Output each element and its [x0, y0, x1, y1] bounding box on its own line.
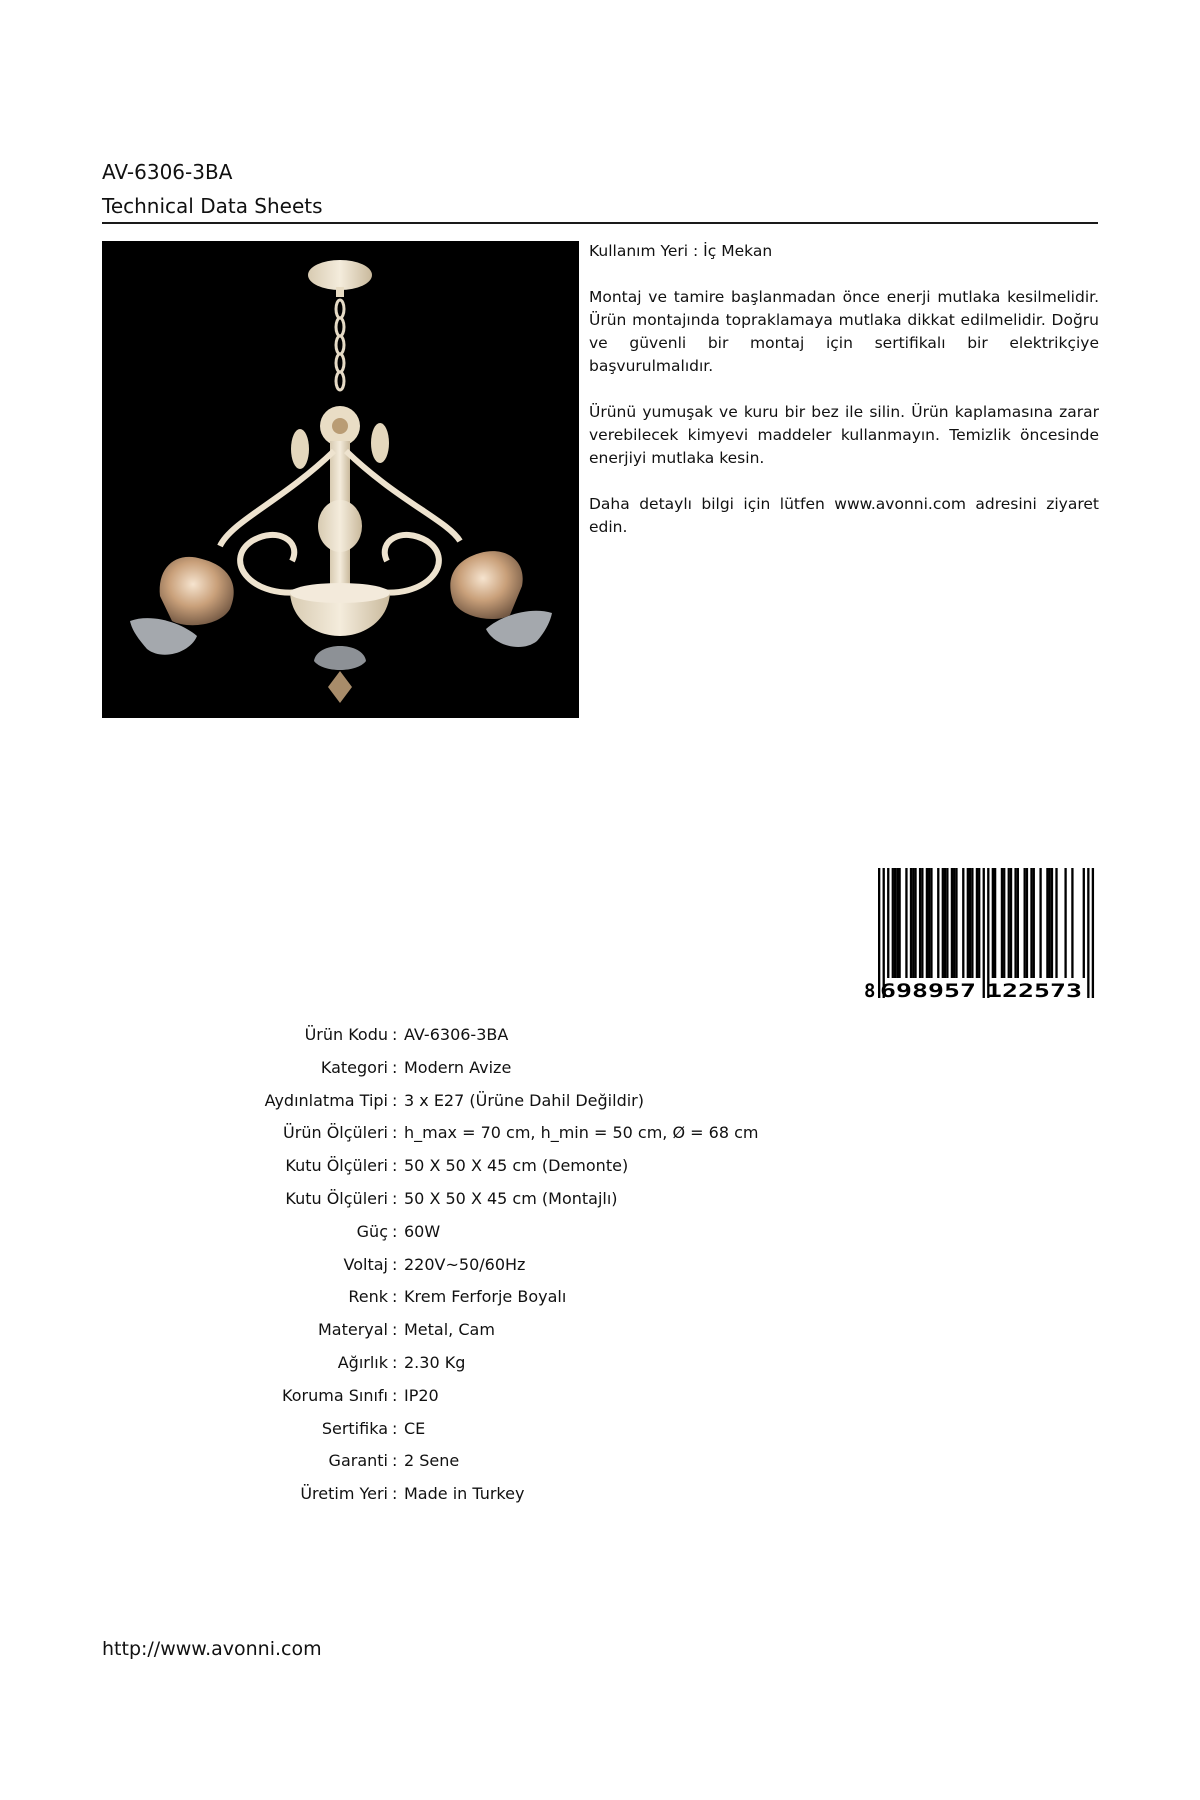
- spec-value: 50 X 50 X 45 cm (Montajlı): [404, 1188, 618, 1208]
- spec-separator: :: [392, 1188, 398, 1208]
- chandelier-illustration: [102, 241, 579, 718]
- spec-value: 3 x E27 (Ürüne Dahil Değildir): [404, 1090, 644, 1110]
- barcode-bar: [1033, 868, 1035, 978]
- spec-label: Sertifika: [321, 1418, 388, 1438]
- barcode-bar: [1039, 868, 1041, 978]
- spec-separator: :: [392, 1418, 398, 1438]
- barcode-bar: [1049, 868, 1051, 978]
- spec-label: Ağırlık: [337, 1352, 388, 1372]
- spec-value: IP20: [404, 1385, 439, 1405]
- spec-value: 50 X 50 X 45 cm (Demonte): [404, 1156, 629, 1176]
- spec-label: Kategori: [320, 1057, 388, 1077]
- spec-separator: :: [392, 1287, 398, 1307]
- barcode-bar: [967, 868, 969, 978]
- barcode-bar: [905, 868, 907, 978]
- barcode-bar: [976, 868, 978, 978]
- installation-warning: Montaj ve tamire başlanmadan önce enerji mutlaka kesilmelidir. Ürün montajında topraklamaya mutlaka dikkat edilmelidir. Doğru ve güvenli bir montaj için sertifikalı bir elektrikçiye başvurulmalıdır.: [589, 288, 1099, 375]
- spec-label: Renk: [348, 1287, 388, 1307]
- usage-location: Kullanım Yeri : İç Mekan: [589, 242, 773, 260]
- barcode-bar: [1014, 868, 1016, 978]
- spec-separator: :: [392, 1484, 398, 1504]
- spec-value: Modern Avize: [404, 1057, 512, 1077]
- barcode-bar: [962, 868, 964, 978]
- spec-value: 2.30 Kg: [404, 1352, 466, 1372]
- barcode-bar: [887, 868, 889, 978]
- product-photo: [102, 241, 579, 718]
- spec-separator: :: [392, 1254, 398, 1274]
- barcode-graphic: [858, 866, 1098, 1000]
- barcode-bar: [1024, 868, 1026, 978]
- spec-separator: :: [392, 1156, 398, 1176]
- spec-separator: :: [392, 1221, 398, 1241]
- barcode-bar: [987, 868, 989, 998]
- spec-label: Güç: [356, 1221, 388, 1241]
- spec-value: 2 Sene: [404, 1451, 460, 1471]
- product-info: [589, 240, 1099, 562]
- barcode-bar: [955, 868, 957, 978]
- barcode-bar: [992, 868, 994, 978]
- barcode-bar: [994, 868, 996, 978]
- barcode-bar: [892, 868, 894, 978]
- barcode-bar: [969, 868, 971, 978]
- spec-label: Ürün Ölçüleri: [283, 1123, 388, 1143]
- barcode-bar: [1026, 868, 1028, 978]
- spec-value: 60W: [404, 1221, 441, 1241]
- spec-separator: :: [392, 1451, 398, 1471]
- barcode-bar: [894, 868, 896, 978]
- barcode-bar: [951, 868, 953, 978]
- spec-value: h_max = 70 cm, h_min = 50 cm, Ø = 68 cm: [404, 1123, 759, 1143]
- barcode-bar: [921, 868, 923, 978]
- barcode-bar: [930, 868, 932, 978]
- barcode-bar: [919, 868, 921, 978]
- spec-value: CE: [404, 1418, 426, 1438]
- spec-value: Made in Turkey: [404, 1484, 525, 1504]
- spec-value: AV-6306-3BA: [404, 1025, 509, 1044]
- spec-separator: :: [392, 1352, 398, 1372]
- barcode-bar: [898, 868, 900, 978]
- spec-separator: :: [392, 1090, 398, 1110]
- barcode-bar: [971, 868, 973, 978]
- header-divider: [102, 222, 1098, 224]
- barcode-bar: [983, 868, 985, 998]
- document-subtitle: Technical Data Sheets: [102, 194, 323, 218]
- spec-separator: :: [392, 1025, 398, 1044]
- barcode-bar: [937, 868, 939, 978]
- spec-label: Garanti: [328, 1451, 388, 1471]
- barcode-bar: [914, 868, 916, 978]
- spec-separator: :: [392, 1057, 398, 1077]
- barcode-bar: [912, 868, 914, 978]
- barcode-bar: [1003, 868, 1005, 978]
- barcode-bar: [1071, 868, 1073, 978]
- barcode-bar: [1087, 868, 1089, 998]
- spec-label: Kutu Ölçüleri: [285, 1156, 388, 1176]
- barcode-bar: [883, 868, 885, 998]
- spec-label: Materyal: [317, 1320, 388, 1340]
- barcode-bar: [1010, 868, 1012, 978]
- barcode-bar: [953, 868, 955, 978]
- product-code-title: AV-6306-3BA: [102, 160, 233, 184]
- barcode-bar: [1001, 868, 1003, 978]
- barcode-bar: [1055, 868, 1057, 978]
- cleaning-instructions: Ürünü yumuşak ve kuru bir bez ile silin. Ürün kaplamasına zarar verebilecek kimyevi maddeler kullanmayın. Temizlik öncesinde enerjiyi mutlaka kesin.: [589, 403, 1099, 467]
- spec-value: 220V~50/60Hz: [404, 1254, 526, 1274]
- barcode-bar: [910, 868, 912, 978]
- spec-label: Kutu Ölçüleri: [285, 1188, 388, 1208]
- barcode-bar: [978, 868, 980, 978]
- more-info-text: Daha detaylı bilgi için lütfen www.avonni.com adresini ziyaret edin.: [589, 495, 1099, 536]
- spec-label: Koruma Sınıfı: [282, 1385, 388, 1405]
- barcode: [858, 866, 1098, 1000]
- barcode-bar: [878, 868, 880, 998]
- spec-value: Metal, Cam: [404, 1320, 495, 1340]
- barcode-bar: [946, 868, 948, 978]
- barcode-bar: [1064, 868, 1066, 978]
- barcode-bar: [1008, 868, 1010, 978]
- barcode-bar: [942, 868, 944, 978]
- spec-label: Voltaj: [343, 1254, 388, 1274]
- barcode-bar: [1030, 868, 1032, 978]
- barcode-bar: [926, 868, 928, 978]
- spec-label: Üretim Yeri: [300, 1484, 388, 1504]
- barcode-digits-left: 698957: [880, 980, 976, 1000]
- spec-label: Ürün Kodu: [304, 1025, 388, 1044]
- barcode-bar: [944, 868, 946, 978]
- barcode-digits-right: 122573: [986, 980, 1082, 1000]
- spec-separator: :: [392, 1320, 398, 1340]
- barcode-bar: [1046, 868, 1048, 978]
- spec-separator: :: [392, 1385, 398, 1405]
- barcode-bar: [896, 868, 898, 978]
- spec-value: Krem Ferforje Boyalı: [404, 1287, 567, 1307]
- spec-label: Aydınlatma Tipi: [264, 1090, 388, 1110]
- barcode-bar: [1092, 868, 1094, 998]
- spec-separator: :: [392, 1123, 398, 1143]
- barcode-digit-first: 8: [864, 980, 876, 1000]
- barcode-bar: [1083, 868, 1085, 978]
- barcode-bar: [928, 868, 930, 978]
- footer-url: http://www.avonni.com: [102, 1638, 322, 1660]
- barcode-bar: [1051, 868, 1053, 978]
- barcode-bar: [1017, 868, 1019, 978]
